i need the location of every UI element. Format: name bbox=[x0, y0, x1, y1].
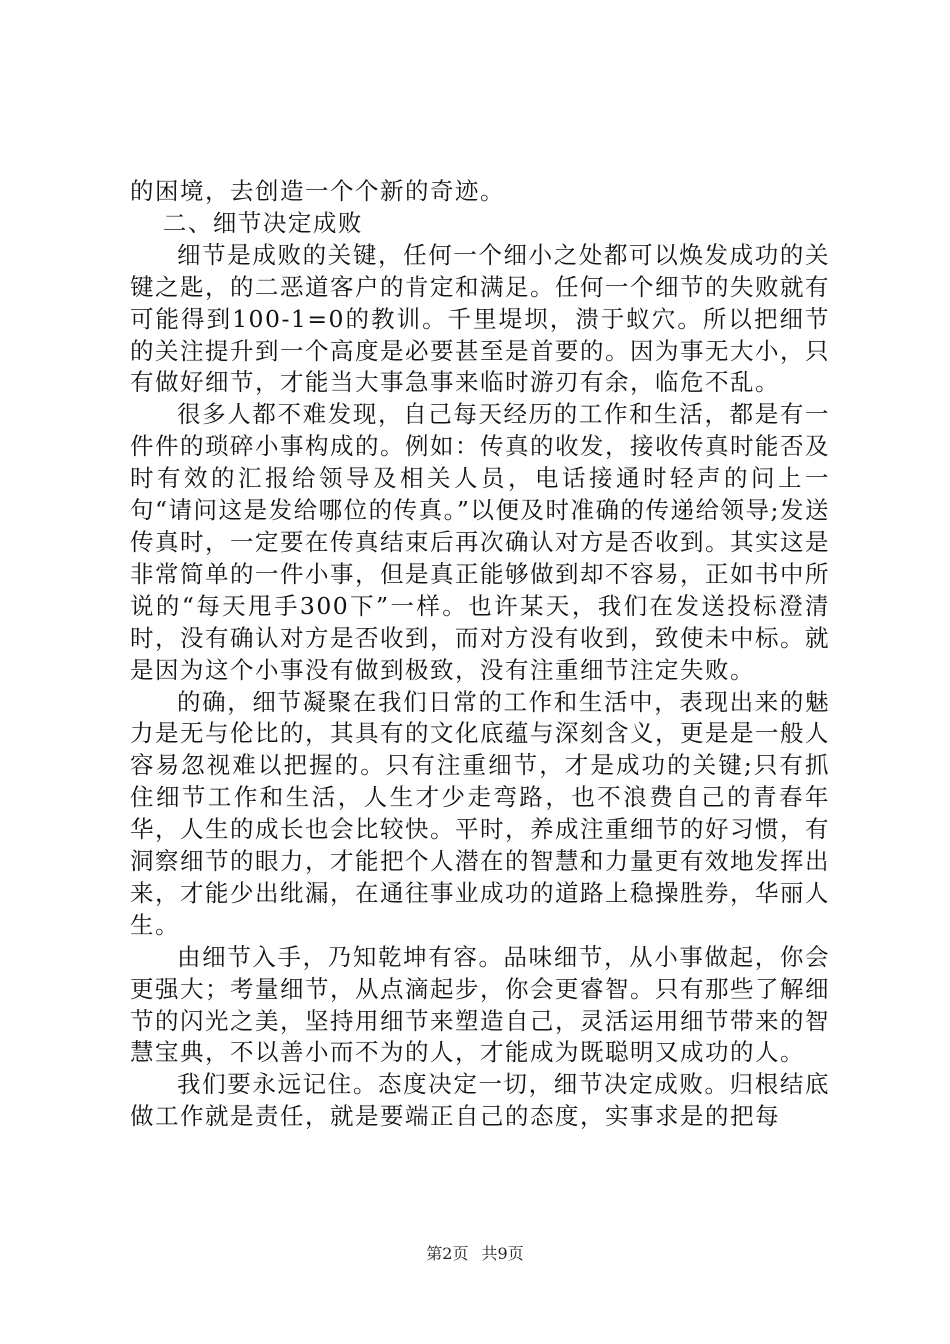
paragraph-continuation: 的困境，去创造一个个新的奇迹。 bbox=[130, 177, 505, 205]
paragraph: 的确，细节凝聚在我们日常的工作和生活中，表现出来的魅力是无与伦比的，其具有的文化底蕴与深刻含义，更是是一般人容易忽视难以把握的。只有注重细节，才是成功的关键;只有抓住细节工作和生活，人生才少走弯路，也不浪费自己的青春年华，人生的成长也会比较快。平时，养成注重细节的好习惯，有洞察细节的眼力，才能把个人潜在的智慧和力量更有效地发挥出来，才能少出纰漏，在通往事业成功的道路上稳操胜券，华丽人生。 bbox=[130, 687, 830, 939]
paragraph: 很多人都不难发现，自己每天经历的工作和生活，都是有一件件的琐碎小事构成的。例如：传真的收发，接收传真时能否及时有效的汇报给领导及相关人员，电话接通时轻声的问上一句“请问这是发给哪位的传真。”以便及时准确的传递给领导;发送传真时，一定要在传真结束后再次确认对方是否收到。其实这是非常简单的一件小事，但是真正能够做到却不容易，正如书中所说的“每天甩手300下”一样。也许某天，我们在发送投标澄清时，没有确认对方是否收到，而对方没有收到，致使未中标。就是因为这个小事没有做到极致，没有注重细节注定失败。 bbox=[130, 400, 830, 684]
page-footer bbox=[0, 1244, 950, 1264]
page-total: 共9页 bbox=[481, 1244, 524, 1263]
paragraph: 由细节入手，乃知乾坤有容。品味细节，从小事做起，你会更强大；考量细节，从点滴起步，你会更睿智。只有那些了解细节的闪光之美，坚持用细节来塑造自己，灵活运用细节带来的智慧宝典，不以善小而不为的人，才能成为既聪明又成功的人。 bbox=[130, 942, 830, 1067]
paragraph: 我们要永远记住。态度决定一切，细节决定成败。归根结底做工作就是责任，就是要端正自己的态度，实事求是的把每 bbox=[130, 1070, 830, 1131]
section-heading: 二、细节决定成败 bbox=[162, 208, 363, 237]
paragraph: 细节是成败的关键，任何一个细小之处都可以焕发成功的关键之匙，的二恶道客户的肯定和满足。任何一个细节的失败就有可能得到100-1=0的教训。千里堤坝，溃于蚁穴。所以把细节的关注提升到一个高度是必要甚至是首要的。因为事无大小，只有做好细节，才能当大事急事来临时游刃有余，临危不乱。 bbox=[130, 240, 830, 397]
document-body bbox=[130, 176, 830, 1133]
page-number: 第2页 bbox=[426, 1244, 469, 1263]
